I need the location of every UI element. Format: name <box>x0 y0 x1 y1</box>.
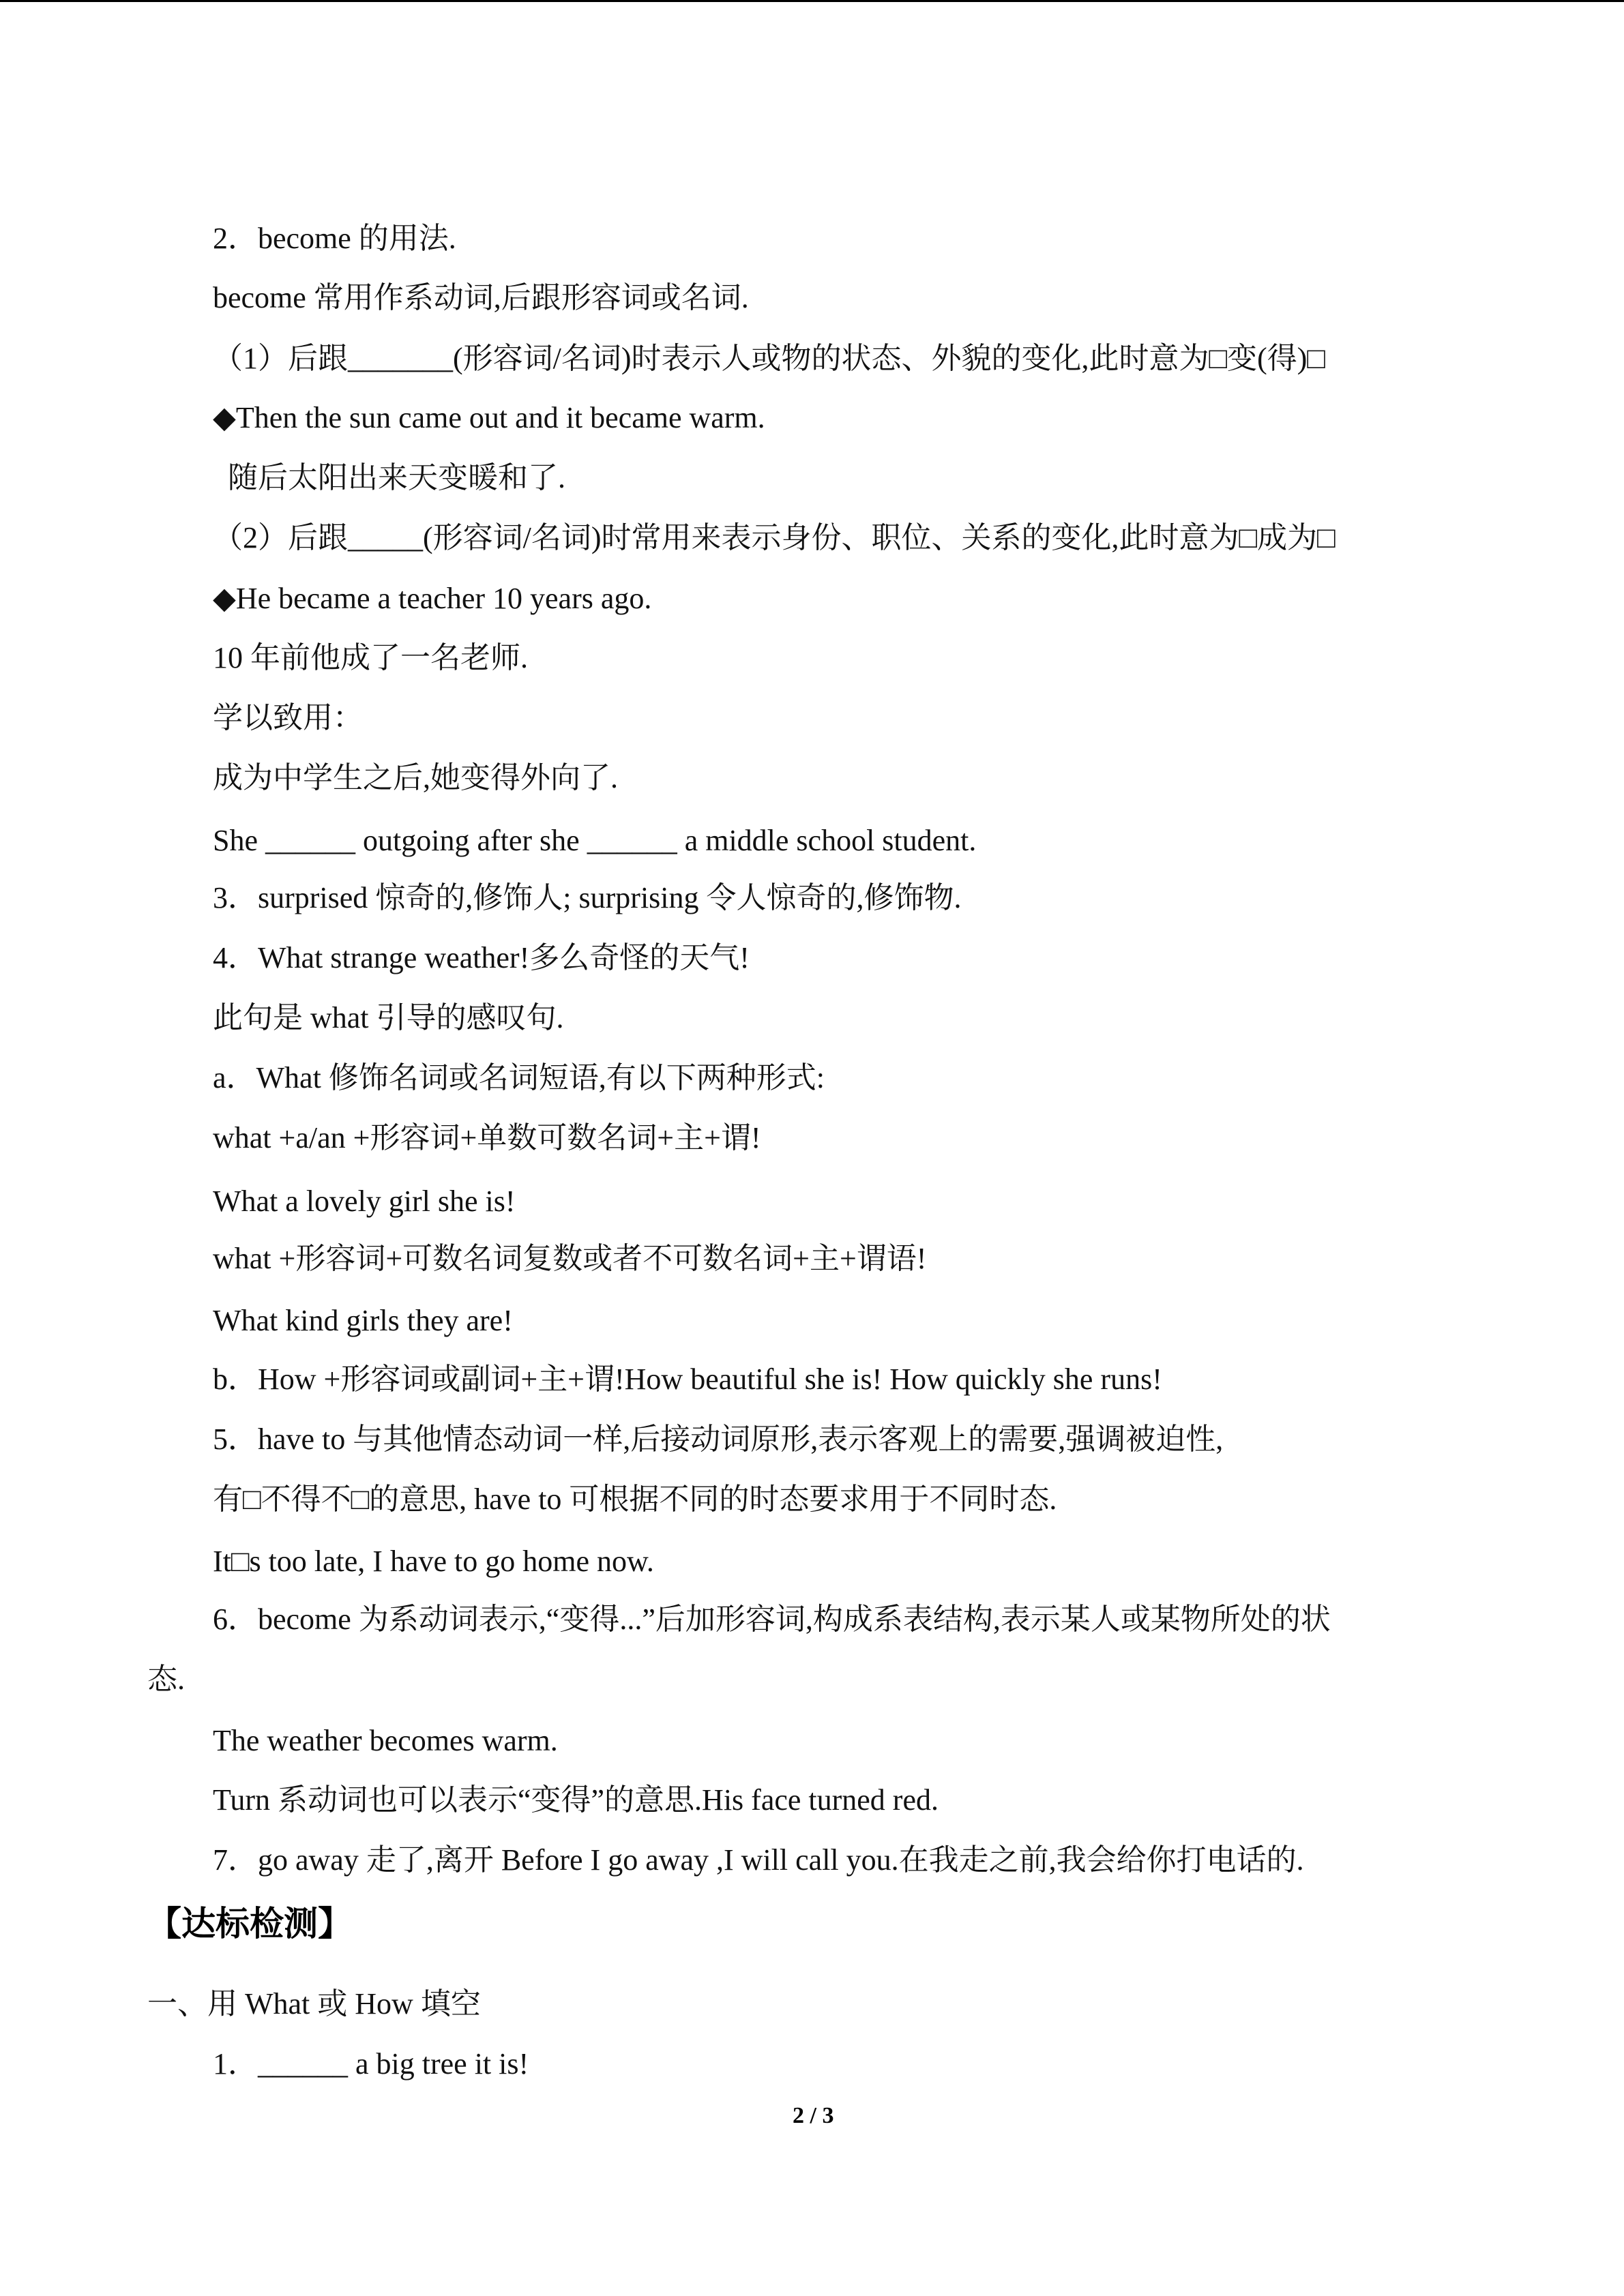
text-line: become 常用作系动词,后跟形容词或名词. <box>213 281 749 314</box>
text-line: b．How +形容词或副词+主+谓!How beautiful she is! How quickly she runs! <box>213 1362 1162 1396</box>
text-line: 5．have to 与其他情态动词一样,后接动词原形,表示客观上的需要,强调被迫性, <box>213 1422 1224 1456</box>
text-line: 6．become 为系动词表示,“变得...”后加形容词,构成系表结构,表示某人或某物所处的状 <box>213 1602 1331 1636</box>
text-line: Turn 系动词也可以表示“变得”的意思.His face turned red. <box>213 1783 939 1817</box>
text-line: What a lovely girl she is! <box>213 1184 516 1218</box>
text-line: What kind girls they are! <box>213 1304 513 1337</box>
text-line: 7．go away 走了,离开 Before I go away ,I will call you.在我走之前,我会给你打电话的. <box>213 1843 1304 1877</box>
text-line: The weather becomes warm. <box>213 1724 558 1757</box>
exercise-title: 一、用 What 或 How 填空 <box>147 1987 481 2021</box>
text-line: what +形容词+可数名词复数或者不可数名词+主+谓语! <box>213 1242 927 1275</box>
text-line: 10 年前他成了一名老师. <box>213 641 528 674</box>
exercise-item: 1．______ a big tree it is! <box>213 2047 529 2081</box>
text-line: 成为中学生之后,她变得外向了. <box>213 761 618 794</box>
text-line: ◆Then the sun came out and it became warm. <box>213 401 765 434</box>
text-line: ◆He became a teacher 10 years ago. <box>213 582 652 615</box>
text-line: 学以致用： <box>213 701 363 734</box>
text-line: what +a/an +形容词+单数可数名词+主+谓! <box>213 1121 761 1154</box>
page-number: 2 / 3 <box>793 2103 834 2128</box>
text-line: It□s too late, I have to go home now. <box>213 1545 654 1578</box>
text-line: She ______ outgoing after she ______ a middle school student. <box>213 824 977 857</box>
text-line: a．What 修饰名词或名词短语,有以下两种形式: <box>213 1061 825 1094</box>
text-line: 随后太阳出来天变暖和了. <box>228 461 565 494</box>
text-line: 3．surprised 惊奇的,修饰人; surprising 令人惊奇的,修饰物. <box>213 881 962 914</box>
text-line: 此句是 what 引导的感叹句. <box>213 1001 564 1034</box>
text-line: 2．become 的用法. <box>213 222 456 255</box>
section-heading: 【达标检测】 <box>147 1904 352 1943</box>
text-line: 态. <box>147 1663 185 1696</box>
text-line: 4．What strange weather!多么奇怪的天气! <box>213 941 750 974</box>
text-line: （1）后跟_______(形容词/名词)时表示人或物的状态、外貌的变化,此时意为□变(得)□ <box>213 342 1325 375</box>
text-line: （2）后跟_____(形容词/名词)时常用来表示身份、职位、关系的变化,此时意为□成为□ <box>213 521 1335 554</box>
text-line: 有□不得不□的意思, have to 可根据不同的时态要求用于不同时态. <box>213 1482 1057 1516</box>
